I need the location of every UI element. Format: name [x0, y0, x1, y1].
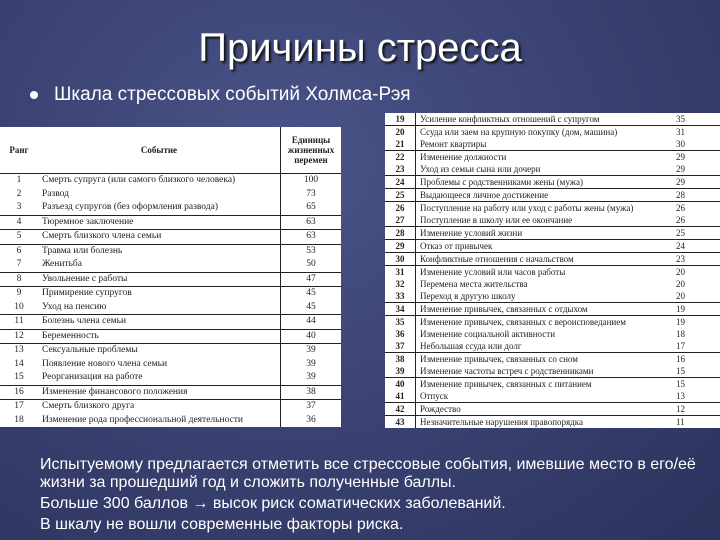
cell-rank: 42	[385, 403, 416, 416]
cell-event: Перемена места жительства	[420, 279, 528, 289]
cell-event: Беременность	[38, 329, 281, 344]
cell-units: 29	[672, 151, 720, 164]
note-instructions: Испытуемому предлагается отметить все стрессовые события, имевшие место в его/её жизни за прошедший год и сложить полученные баллы.	[40, 456, 696, 491]
cell-event: Примирение супругов	[38, 287, 281, 301]
cell-event: Ремонт квартиры	[420, 139, 487, 149]
table-row	[0, 414, 341, 428]
table-row	[0, 244, 341, 258]
cell-rank: 12	[0, 329, 38, 344]
table-row	[385, 328, 720, 340]
cell-units: 31	[672, 126, 720, 139]
cell-units: 44	[281, 315, 342, 330]
cell-units: 11	[672, 416, 720, 429]
cell-rank: 37	[385, 340, 416, 353]
cell-event: Поступление на работу или уход с работы жены (мужа)	[416, 202, 673, 215]
cell-rank: 10	[14, 301, 24, 312]
table-row	[385, 316, 720, 329]
cell-event: Появление нового члена семьи	[42, 358, 168, 369]
cell-units: 39	[281, 371, 342, 385]
cell-rank: 24	[385, 176, 416, 189]
cell-units: 39	[281, 344, 342, 358]
cell-units: 37	[281, 400, 342, 414]
cell-units: 50	[281, 258, 342, 272]
cell-rank: 25	[385, 189, 416, 202]
cell-rank: 8	[0, 272, 38, 287]
cell-event: Изменение привычек, связанных со сном	[416, 353, 673, 366]
header-rank: Ранг	[0, 127, 38, 174]
cell-rank: 22	[385, 151, 416, 164]
table-row	[385, 126, 720, 139]
table-row	[0, 344, 341, 358]
table-row	[0, 385, 341, 400]
table-row	[385, 227, 720, 240]
cell-rank: 29	[385, 240, 416, 253]
slide-title: Причины стресса	[198, 26, 522, 70]
cell-event: Изменение рода профессиональной деятельности	[42, 414, 244, 425]
cell-units: 29	[672, 176, 720, 189]
table-row	[0, 188, 341, 202]
cell-event: Смерть близкого друга	[38, 400, 281, 414]
cell-units: 15	[672, 378, 720, 391]
cell-rank: 40	[385, 378, 416, 391]
cell-rank: 27	[385, 214, 416, 227]
table-row	[0, 215, 341, 230]
table-row	[385, 214, 720, 227]
table-row	[0, 400, 341, 414]
table-row	[385, 113, 720, 126]
cell-event: Изменение социальной активности	[420, 329, 556, 339]
cell-rank: 16	[0, 385, 38, 400]
table-row	[385, 416, 720, 429]
table-row	[0, 230, 341, 245]
table-row	[0, 272, 341, 287]
cell-event: Незначительные нарушения правопорядка	[416, 416, 673, 429]
cell-rank: 38	[385, 353, 416, 366]
cell-units: 15	[676, 366, 685, 376]
cell-units: 20	[676, 291, 685, 301]
cell-units: 26	[672, 202, 720, 215]
table-row	[385, 378, 720, 391]
cell-rank: 1	[16, 175, 22, 186]
cell-event: Изменение финансового положения	[38, 385, 281, 400]
cell-rank: 4	[0, 215, 38, 230]
cell-rank: 35	[385, 316, 416, 329]
cell-rank: 18	[14, 414, 24, 425]
table-row	[0, 301, 341, 315]
cell-event: Разъезд супругов (без оформления развода)	[42, 202, 219, 213]
cell-rank: 23	[385, 163, 416, 176]
cell-rank: 7	[16, 259, 22, 270]
cell-event: Проблемы с родственниками жены (мужа)	[416, 176, 673, 189]
cell-event: Женитьба	[42, 259, 82, 270]
table-row	[0, 287, 341, 301]
cell-units: 39	[281, 358, 342, 372]
note-limitations: В шкалу не вошли современные факторы риска.	[40, 516, 404, 533]
header-units: Единицы жизненных перемен	[281, 127, 342, 174]
cell-rank: 17	[0, 400, 38, 414]
cell-rank: 33	[385, 290, 416, 303]
table-row	[385, 353, 720, 366]
cell-units: 38	[281, 385, 342, 400]
table-row	[385, 163, 720, 176]
cell-rank: 9	[0, 287, 38, 301]
cell-units: 29	[676, 164, 685, 174]
cell-event: Уход из семьи сына или дочери	[420, 164, 541, 174]
table-row	[0, 315, 341, 330]
cell-units: 18	[676, 329, 685, 339]
cell-event: Усиление конфликтных отношений с супругом	[420, 114, 600, 124]
cell-units: 30	[676, 139, 685, 149]
table-row	[385, 290, 720, 303]
cell-units: 73	[281, 188, 342, 202]
cell-units: 65	[281, 201, 342, 215]
cell-event: Переход в другую школу	[420, 291, 516, 301]
cell-rank: 11	[0, 315, 38, 330]
cell-event: Изменение привычек, связанных с питанием	[416, 378, 673, 391]
stress-scale-table-right	[385, 113, 720, 428]
cell-event: Изменение привычек, связанных с отдыхом	[416, 303, 673, 316]
cell-units: 12	[672, 403, 720, 416]
table-row	[0, 358, 341, 372]
cell-units: 63	[281, 230, 342, 245]
bullet-text: Шкала стрессовых событий Холмса-Рэя	[54, 84, 411, 105]
cell-event: Изменение частоты встреч с родственниками	[420, 366, 594, 376]
table-row	[385, 266, 720, 279]
cell-event: Ссуда или заем на крупную покупку (дом, машина)	[416, 126, 673, 139]
cell-rank: 32	[385, 278, 416, 290]
cell-event: Рождество	[416, 403, 673, 416]
table-row	[385, 138, 720, 151]
cell-rank: 14	[14, 358, 24, 369]
cell-event: Отказ от привычек	[416, 240, 673, 253]
table-row	[0, 329, 341, 344]
cell-event: Тюремное заключение	[38, 215, 281, 230]
table-row	[385, 403, 720, 416]
cell-event: Смерть супруга (или самого близкого человека)	[42, 175, 236, 186]
cell-event: Реорганизация на работе	[42, 372, 143, 383]
cell-event: Сексуальные проблемы	[38, 344, 281, 358]
cell-event: Травма или болезнь	[38, 244, 281, 258]
table-row	[0, 201, 341, 215]
cell-rank: 36	[385, 328, 416, 340]
cell-event: Уход на пенсию	[42, 301, 107, 312]
cell-rank: 28	[385, 227, 416, 240]
cell-rank: 31	[385, 266, 416, 279]
cell-units: 19	[672, 303, 720, 316]
cell-units: 23	[672, 253, 720, 266]
cell-rank: 13	[0, 344, 38, 358]
table-row	[385, 340, 720, 353]
cell-event: Болезнь члена семьи	[38, 315, 281, 330]
cell-event: Увольнение с работы	[38, 272, 281, 287]
cell-event: Изменение условий жизни	[416, 227, 673, 240]
cell-units: 25	[672, 227, 720, 240]
cell-units: 45	[281, 301, 342, 315]
table-row	[385, 202, 720, 215]
table-row	[385, 151, 720, 164]
cell-rank: 3	[16, 202, 22, 213]
cell-rank: 19	[385, 113, 416, 126]
cell-event: Выдающееся личное достижение	[416, 189, 673, 202]
cell-event: Отпуск	[420, 391, 449, 401]
cell-rank: 41	[385, 390, 416, 403]
cell-event: Изменение должности	[416, 151, 673, 164]
table-row	[0, 258, 341, 272]
table-row	[0, 174, 341, 188]
table-row	[385, 189, 720, 202]
table-row	[385, 303, 720, 316]
cell-units: 45	[281, 287, 342, 301]
slide-notes	[40, 456, 700, 537]
cell-units: 17	[676, 341, 685, 351]
cell-units: 24	[672, 240, 720, 253]
cell-units: 16	[672, 353, 720, 366]
cell-units: 63	[281, 215, 342, 230]
bullet-dot-icon	[30, 91, 38, 99]
cell-units: 36	[281, 414, 342, 428]
cell-rank: 20	[385, 126, 416, 139]
stress-scale-table-left	[0, 127, 341, 427]
cell-units: 53	[281, 244, 342, 258]
cell-rank: 6	[0, 244, 38, 258]
table-row	[385, 176, 720, 189]
cell-event: Поступление в школу или ее окончание	[420, 215, 573, 225]
bullet-item	[30, 84, 411, 106]
cell-rank: 39	[385, 365, 416, 378]
cell-units: 28	[672, 189, 720, 202]
cell-event: Смерть близкого члена семьи	[38, 230, 281, 245]
table-row	[385, 390, 720, 403]
table-row	[0, 371, 341, 385]
cell-rank: 21	[385, 138, 416, 151]
cell-event: Изменение привычек, связанных с вероисповеданием	[416, 316, 673, 329]
cell-units: 20	[676, 279, 685, 289]
cell-event: Изменение условий или часов работы	[416, 266, 673, 279]
cell-rank: 30	[385, 253, 416, 266]
cell-rank: 5	[0, 230, 38, 245]
cell-units: 40	[281, 329, 342, 344]
cell-units: 35	[676, 114, 685, 124]
cell-rank: 15	[14, 372, 24, 383]
cell-event: Конфликтные отношения с начальством	[416, 253, 673, 266]
cell-event: Небольшая ссуда или долг	[420, 341, 522, 351]
cell-rank: 43	[385, 416, 416, 429]
cell-units: 47	[281, 272, 342, 287]
table-row	[385, 253, 720, 266]
cell-rank: 2	[16, 188, 22, 199]
cell-units: 26	[676, 215, 685, 225]
cell-units: 19	[672, 316, 720, 329]
header-event: Событие	[38, 127, 281, 174]
table-row	[385, 278, 720, 290]
cell-units: 20	[672, 266, 720, 279]
cell-units: 100	[281, 174, 342, 188]
cell-rank: 26	[385, 202, 416, 215]
note-threshold: Больше 300 баллов → высок риск соматических заболеваний.	[40, 495, 506, 512]
cell-units: 13	[676, 391, 685, 401]
table-row	[385, 365, 720, 378]
cell-rank: 34	[385, 303, 416, 316]
table-row	[385, 240, 720, 253]
cell-event: Развод	[42, 188, 69, 199]
